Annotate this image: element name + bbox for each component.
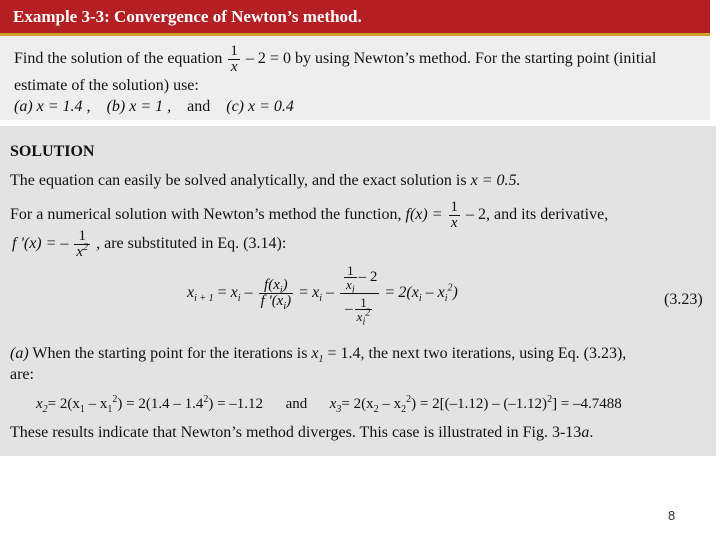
iter-x3-result: ] = –4.7488 [552,396,622,412]
eq-result-exp: 2 [447,282,453,294]
page-number: 8 [668,508,676,523]
equation-number: (3.23) [664,291,703,308]
eq-big-den-bot-sub: i [362,316,366,328]
iter-x2-b1sub: 1 [79,404,85,415]
eq-equals-1: = [217,284,227,302]
eq-result-close: ) [452,284,458,302]
eq-result-mid: – x [425,284,445,302]
solution-line-1 [10,172,521,190]
eq-big-num-bot [344,277,357,296]
derivative-den-base: x [76,244,84,260]
problem-equation-numerator: 1 [230,43,238,59]
part-a-text1: When the starting point for the iterations is [32,345,308,362]
iter-x2-b2sub: 1 [107,404,113,415]
iter-x3-b3: ) = 2[(–1.12) – (–1.12) [411,396,548,412]
eq-xi-x: x [230,284,238,302]
function-fraction [449,200,461,231]
eq-big-den-bot-x: x [356,309,363,324]
example-header [0,0,710,33]
solution-line1-text: The equation can easily be solved analytically, and the exact solution is [10,172,467,189]
exact-solution: x = 0.5. [470,172,521,189]
solution-line2-rest: – 2, and its derivative, [466,206,609,224]
solution-heading: SOLUTION [10,143,95,160]
problem-equation-denominator: x [228,59,240,75]
eq-xi2-sub: i [319,293,323,305]
iter-and: and [285,396,308,412]
iter-x2-sub: 2 [42,404,48,415]
function-denominator: x [449,215,461,231]
example-box [0,0,710,120]
eq-newton-fraction [259,277,294,312]
eq-big-den-inner [355,295,373,328]
iter-x3-b1sub: 2 [373,404,379,415]
eq-xi-2 [312,284,323,305]
case-c-value: x = 0.4 [248,98,294,115]
eq-result-a: 2(x [398,284,419,302]
iter-x3 [329,396,342,415]
case-b-value: x = 1 , [129,98,172,115]
part-a-x1-sub: 1 [318,354,324,366]
iter-x3-sub: 3 [336,404,342,415]
derivative-den-exp: 2 [83,242,89,253]
case-c-label: (c) [226,98,244,115]
eq-f-den-sub: i [283,301,287,312]
eq-result [398,282,458,305]
eq-big-num-bot-sub: i [351,284,355,296]
problem-line-2: estimate of the solution) use: [14,77,199,94]
eq-minus: – [244,284,253,302]
eq-equals-3: = [385,284,395,302]
eq-minus-2: – [326,284,335,302]
derivative-numerator: 1 [78,228,86,244]
derivative-fraction [74,229,90,260]
case-a-label: (a) [14,98,33,115]
iter-x2-x: x [36,396,43,412]
eq-xi2-x: x [312,284,320,302]
conclusion-end: . [589,424,594,441]
eq-big-num-inner [344,263,357,296]
eq-xi [230,284,241,305]
iter-x3-b2sub: 2 [401,404,407,415]
eq-big-denominator [340,293,379,328]
eq-big-den-minus: – [345,300,353,317]
derivative-denominator [74,244,90,260]
example-title: Example 3-3: [13,7,110,26]
part-a-x1-value: = 1.4, the next two iterations, using Eq. (3.23), [327,345,627,362]
eq-xi-sub: i [237,293,241,305]
conclusion [10,424,593,442]
eq-big-den-bot [355,307,373,328]
eq-big-den-bot-exp: 2 [365,307,371,319]
case-a-value: x = 1.4 , [36,98,91,115]
case-and: and [187,98,211,115]
eq-f-num-close: ) [282,277,288,293]
part-a-label: (a) [10,345,29,362]
function-numerator: 1 [450,199,458,215]
derivative-fpx: f '(x) = – [12,235,69,253]
header-divider [0,33,710,36]
problem-after: by using Newton’s method. For the starting point (initial [294,50,657,68]
problem-line-1 [14,44,656,75]
iteration-line [36,396,622,413]
eq-lhs-x: x [187,284,195,302]
eq-f-num-sub: i [279,285,283,296]
iter-x2 [36,396,48,415]
iter-x3-x: x [329,396,337,412]
eq-result-sub2: i [444,293,448,305]
solution-line3-rest: , are substituted in Eq. (3.14): [96,235,287,253]
conclusion-text: These results indicate that Newton’s method diverges. This case is illustrated in Fig. 3-13 [10,424,582,441]
part-a-line-2: are: [10,366,34,383]
eq-f-den-close: ) [286,293,292,309]
solution-box [0,126,716,456]
iter-x2-b2exp: 2 [112,394,118,405]
problem-equation-fraction [228,44,240,75]
eq-f-num-text: f(x [264,277,280,293]
eq-big-num-bot-x: x [346,277,352,292]
iter-x2-result: ) = –1.12 [208,396,264,412]
problem-cases [14,98,294,116]
solution-line-2 [10,200,608,231]
eq-result-sub1: i [418,293,422,305]
part-a-line-1 [10,345,627,366]
eq-substituted-fraction [340,263,379,328]
eq-f-numerator [259,277,294,296]
iter-x3-b2: – x [382,396,402,412]
part-a-x1-x: x [311,345,319,362]
conclusion-fig-letter: a [581,424,590,441]
part-a-x1 [311,345,324,366]
eq-equals-2: = [299,284,309,302]
eq-big-numerator [340,263,379,296]
eq-lhs-sub: i + 1 [194,293,214,305]
example-title-subject: Convergence of Newton’s method. [114,7,362,26]
eq-lhs [187,284,214,305]
iter-x3-b3exp: 2 [547,394,553,405]
iter-x3-b2exp: 2 [406,394,412,405]
eq-f-denominator [259,293,294,312]
iter-x2-b3: ) = 2(1.4 – 1.4 [117,396,204,412]
iter-x2-b2: – x [88,396,108,412]
function-fx: f(x) = [405,206,443,224]
iter-x2-b3exp: 2 [203,394,209,405]
eq-f-den-text: f '(x [260,293,284,309]
solution-line2-text: For a numerical solution with Newton’s method the function, [10,206,402,224]
case-b-label: (b) [106,98,126,115]
iter-x2-body: = 2(x [47,396,80,412]
problem-equation-rest: – 2 = 0 [245,50,291,68]
solution-line-3 [12,229,286,260]
equation-3-23 [187,263,458,328]
eq-big-num-minus2: – 2 [358,268,378,285]
eq-big-den-top: 1 [360,295,367,310]
iter-x3-body: = 2(x [341,396,374,412]
problem-intro: Find the solution of the equation [14,50,223,68]
eq-big-num-top: 1 [347,263,354,278]
